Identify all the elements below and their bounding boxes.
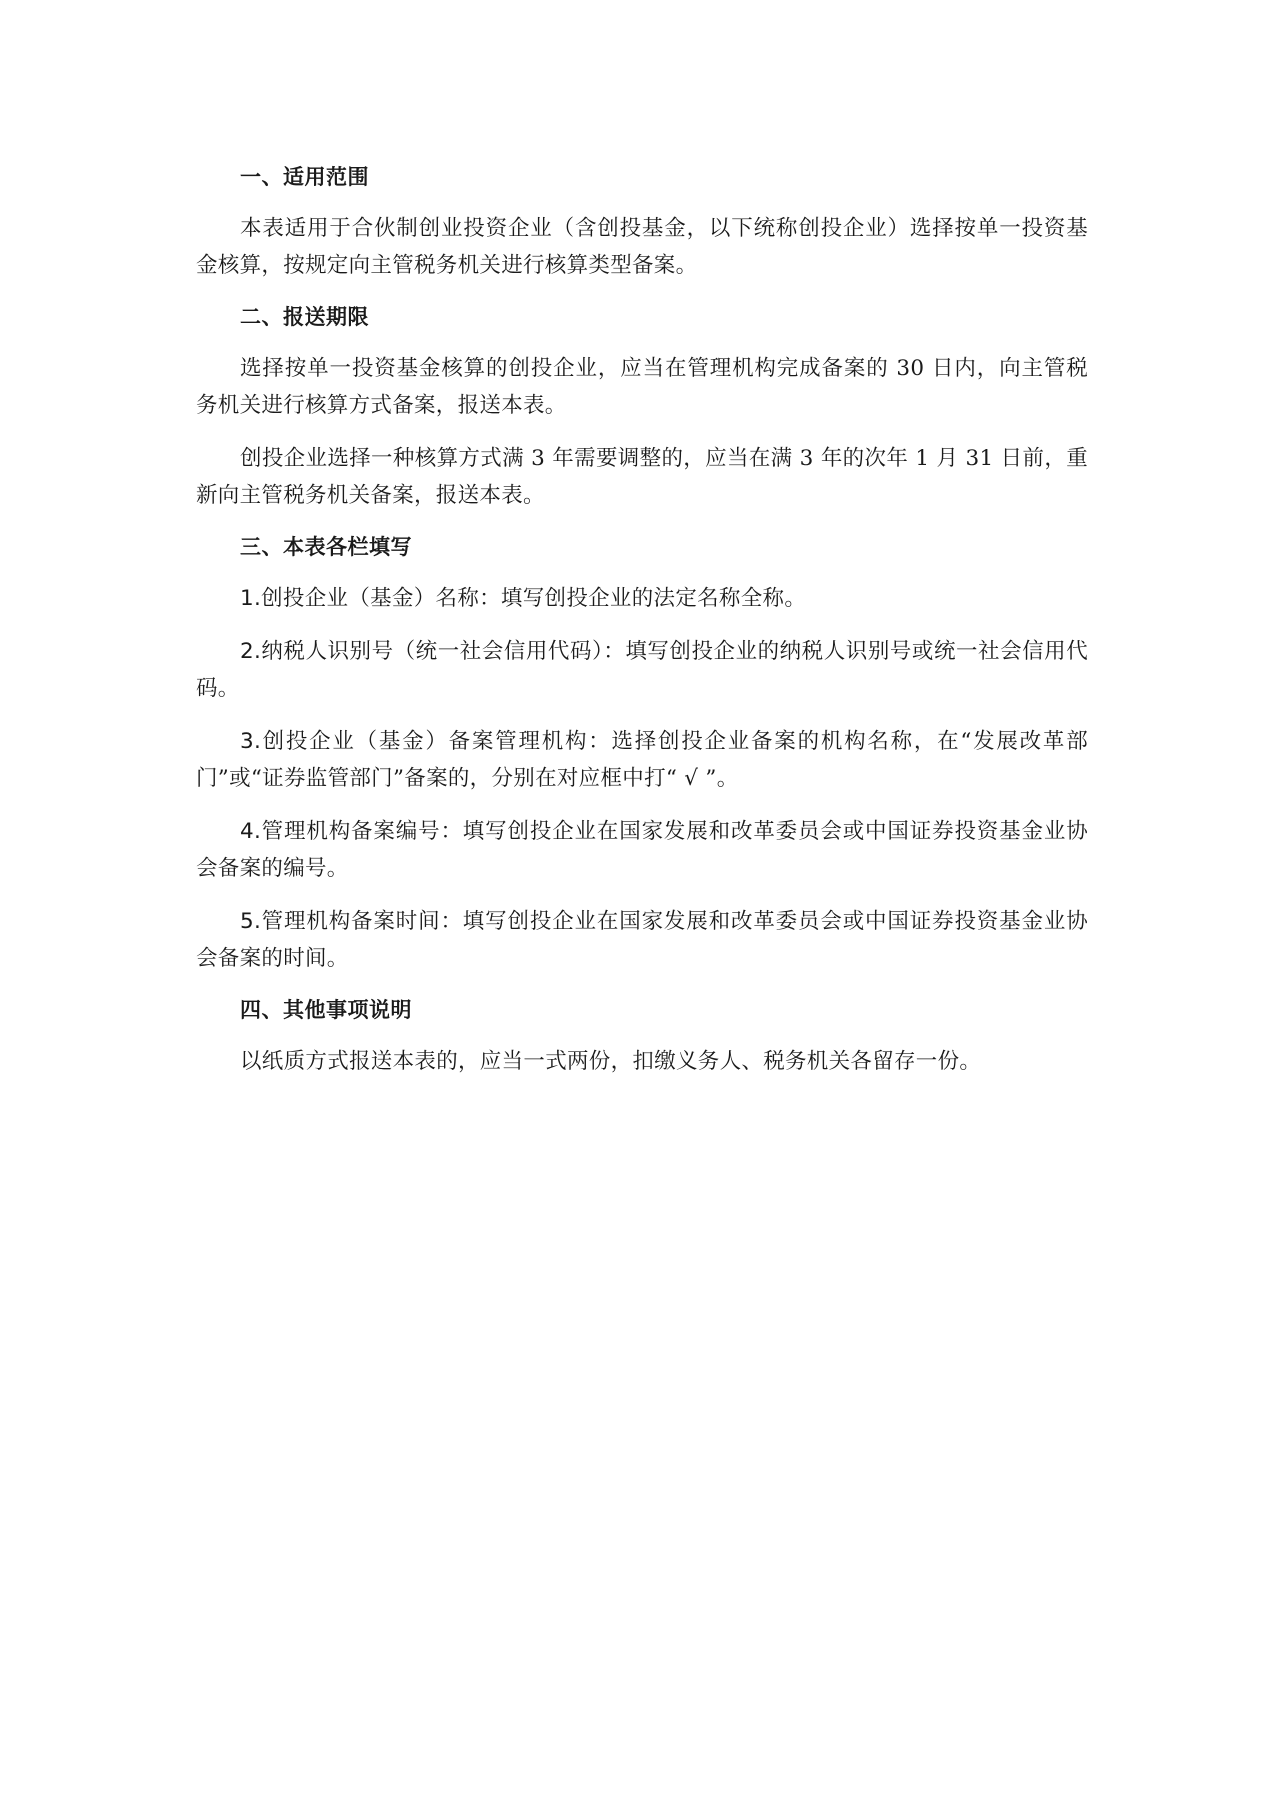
section-heading-other: 四、其他事项说明 bbox=[240, 998, 412, 1022]
field-item-label: 4.管理机构备案编号： bbox=[240, 819, 463, 844]
field-item-label: 2.纳税人识别号（统一社会信用代码）： bbox=[240, 639, 626, 664]
field-item-label: 3.创投企业（基金）备案管理机构： bbox=[240, 729, 612, 754]
deadline-paragraph-2: 创投企业选择一种核算方式满 3 年需要调整的，应当在满 3 年的次年 1 月 31 日前，重新向主管税务机关备案，报送本表。 bbox=[196, 446, 1088, 508]
scope-paragraph: 本表适用于合伙制创业投资企业（含创投基金，以下统称创投企业）选择按单一投资基金核算，按规定向主管税务机关进行核算类型备案。 bbox=[196, 216, 1088, 278]
field-item-text: 填写创投企业的法定名称全称。 bbox=[500, 586, 807, 611]
field-item-3 bbox=[196, 723, 1088, 797]
section-heading-deadline: 二、报送期限 bbox=[240, 305, 369, 329]
document-page bbox=[196, 160, 1088, 1096]
field-item-text: 选择创投企业备案的机构名称，在“发展改革部门”或“证券监管部门”备案的，分别在对应框中打“ √ ”。 bbox=[196, 729, 1088, 791]
field-item-1 bbox=[196, 580, 1088, 617]
field-item-4 bbox=[196, 813, 1088, 887]
field-item-5 bbox=[196, 903, 1088, 977]
field-item-2 bbox=[196, 633, 1088, 707]
field-item-label: 1.创投企业（基金）名称： bbox=[240, 586, 501, 611]
section-heading-fields: 三、本表各栏填写 bbox=[240, 535, 412, 559]
field-item-text: 填写创投企业的纳税人识别号或统一社会信用代码。 bbox=[196, 639, 1088, 701]
deadline-paragraph-1: 选择按单一投资基金核算的创投企业，应当在管理机构完成备案的 30 日内，向主管税务机关进行核算方式备案，报送本表。 bbox=[196, 356, 1088, 418]
other-paragraph: 以纸质方式报送本表的，应当一式两份，扣缴义务人、税务机关各留存一份。 bbox=[240, 1049, 982, 1074]
field-item-label: 5.管理机构备案时间： bbox=[240, 909, 463, 934]
field-item-text: 填写创投企业在国家发展和改革委员会或中国证券投资基金业协会备案的编号。 bbox=[196, 819, 1088, 881]
section-heading-scope: 一、适用范围 bbox=[240, 165, 369, 189]
field-item-text: 填写创投企业在国家发展和改革委员会或中国证券投资基金业协会备案的时间。 bbox=[196, 909, 1088, 971]
